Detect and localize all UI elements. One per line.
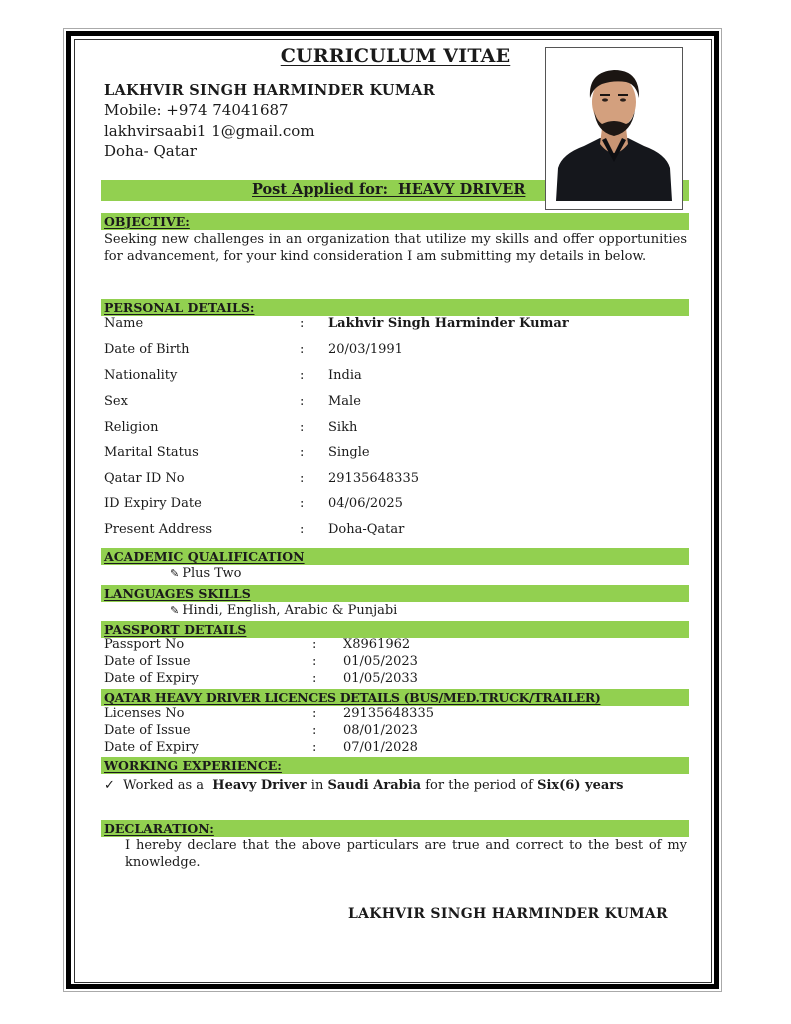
row-label: Religion	[104, 420, 159, 435]
pencil-bullet-icon: ✎	[170, 567, 180, 580]
row-colon: :	[300, 420, 305, 435]
row-colon: :	[300, 522, 305, 537]
row-colon: :	[312, 654, 317, 669]
applicant-photo	[545, 47, 683, 210]
row-label: Date of Expiry	[104, 671, 199, 686]
row-value: Sikh	[328, 420, 358, 435]
email-address: lakhvirsaabi1 1@gmail.com	[104, 122, 315, 140]
row-value: 20/03/1991	[328, 342, 403, 357]
row-value: 01/05/2023	[343, 654, 418, 669]
row-colon: :	[312, 723, 317, 738]
row-label: ID Expiry Date	[104, 496, 202, 511]
row-colon: :	[300, 496, 305, 511]
row-value: Male	[328, 394, 361, 409]
licence-heading: QATAR HEAVY DRIVER LICENCES DETAILS (BUS/MED.TRUCK/TRAILER)	[104, 690, 601, 705]
row-label: Name	[104, 316, 144, 331]
languages-item-text: Hindi, English, Arabic & Punjabi	[182, 603, 398, 618]
experience-item	[104, 778, 623, 793]
pencil-bullet-icon: ✎	[170, 604, 180, 617]
experience-country: Saudi Arabia	[327, 778, 422, 793]
row-label: Date of Issue	[104, 654, 191, 669]
row-value: X8961962	[343, 637, 411, 652]
row-colon: :	[312, 740, 317, 755]
experience-text-2: in	[306, 778, 328, 793]
experience-role: Heavy Driver	[212, 778, 307, 793]
signature-name: LAKHVIR SINGH HARMINDER KUMAR	[348, 906, 668, 922]
academic-item	[170, 566, 241, 581]
academic-item-text: Plus Two	[182, 566, 242, 581]
row-value: Lakhvir Singh Harminder Kumar	[328, 316, 569, 331]
row-colon: :	[300, 342, 305, 357]
academic-heading: ACADEMIC QUALIFICATION	[104, 549, 305, 564]
declaration-text: I hereby declare that the above particulars are true and correct to the best of my knowledge.	[125, 838, 687, 870]
row-colon: :	[300, 368, 305, 383]
row-colon: :	[300, 445, 305, 460]
row-value: 29135648335	[343, 706, 434, 721]
objective-text: Seeking new challenges in an organization that utilize my skills and offer opportunities for advancement, for your kind consideration I am submitting my details in below.	[104, 232, 687, 264]
experience-text-1: Worked as a	[123, 778, 213, 793]
row-label: Passport No	[104, 637, 185, 652]
row-value: 01/05/2033	[343, 671, 418, 686]
experience-duration: Six(6) years	[537, 778, 624, 793]
row-colon: :	[312, 637, 317, 652]
title-text: CURRICULUM VITAE	[280, 45, 511, 67]
row-colon: :	[300, 316, 305, 331]
row-label: Marital Status	[104, 445, 199, 460]
declaration-heading: DECLARATION:	[104, 821, 214, 836]
row-label: Present Address	[104, 522, 213, 537]
experience-text-3: for the period of	[421, 778, 538, 793]
row-value: 29135648335	[328, 471, 419, 486]
row-value: 07/01/2028	[343, 740, 418, 755]
row-value: Single	[328, 445, 370, 460]
row-value: 04/06/2025	[328, 496, 403, 511]
row-label: Licenses No	[104, 706, 185, 721]
row-value: 08/01/2023	[343, 723, 418, 738]
person-photo-icon	[556, 58, 672, 201]
passport-heading: PASSPORT DETAILS	[104, 622, 247, 637]
row-colon: :	[312, 706, 317, 721]
personal-details-heading: PERSONAL DETAILS:	[104, 300, 255, 315]
applicant-name: LAKHVIR SINGH HARMINDER KUMAR	[104, 82, 436, 99]
checkmark-icon: ✓	[104, 778, 115, 793]
row-label: Sex	[104, 394, 128, 409]
objective-heading: OBJECTIVE:	[104, 214, 190, 229]
row-label: Date of Birth	[104, 342, 190, 357]
row-value: Doha-Qatar	[328, 522, 405, 537]
row-label: Nationality	[104, 368, 178, 383]
row-colon: :	[312, 671, 317, 686]
row-label: Date of Expiry	[104, 740, 199, 755]
row-value: India	[328, 368, 362, 383]
row-colon: :	[300, 471, 305, 486]
languages-item	[170, 603, 397, 618]
post-applied-text: Post Applied for: HEAVY DRIVER	[252, 181, 526, 198]
mobile-number: Mobile: +974 74041687	[104, 101, 289, 119]
location: Doha- Qatar	[104, 142, 197, 160]
row-label: Date of Issue	[104, 723, 191, 738]
languages-heading: LANGUAGES SKILLS	[104, 586, 251, 601]
experience-heading: WORKING EXPERIENCE:	[104, 758, 282, 773]
row-colon: :	[300, 394, 305, 409]
row-label: Qatar ID No	[104, 471, 185, 486]
